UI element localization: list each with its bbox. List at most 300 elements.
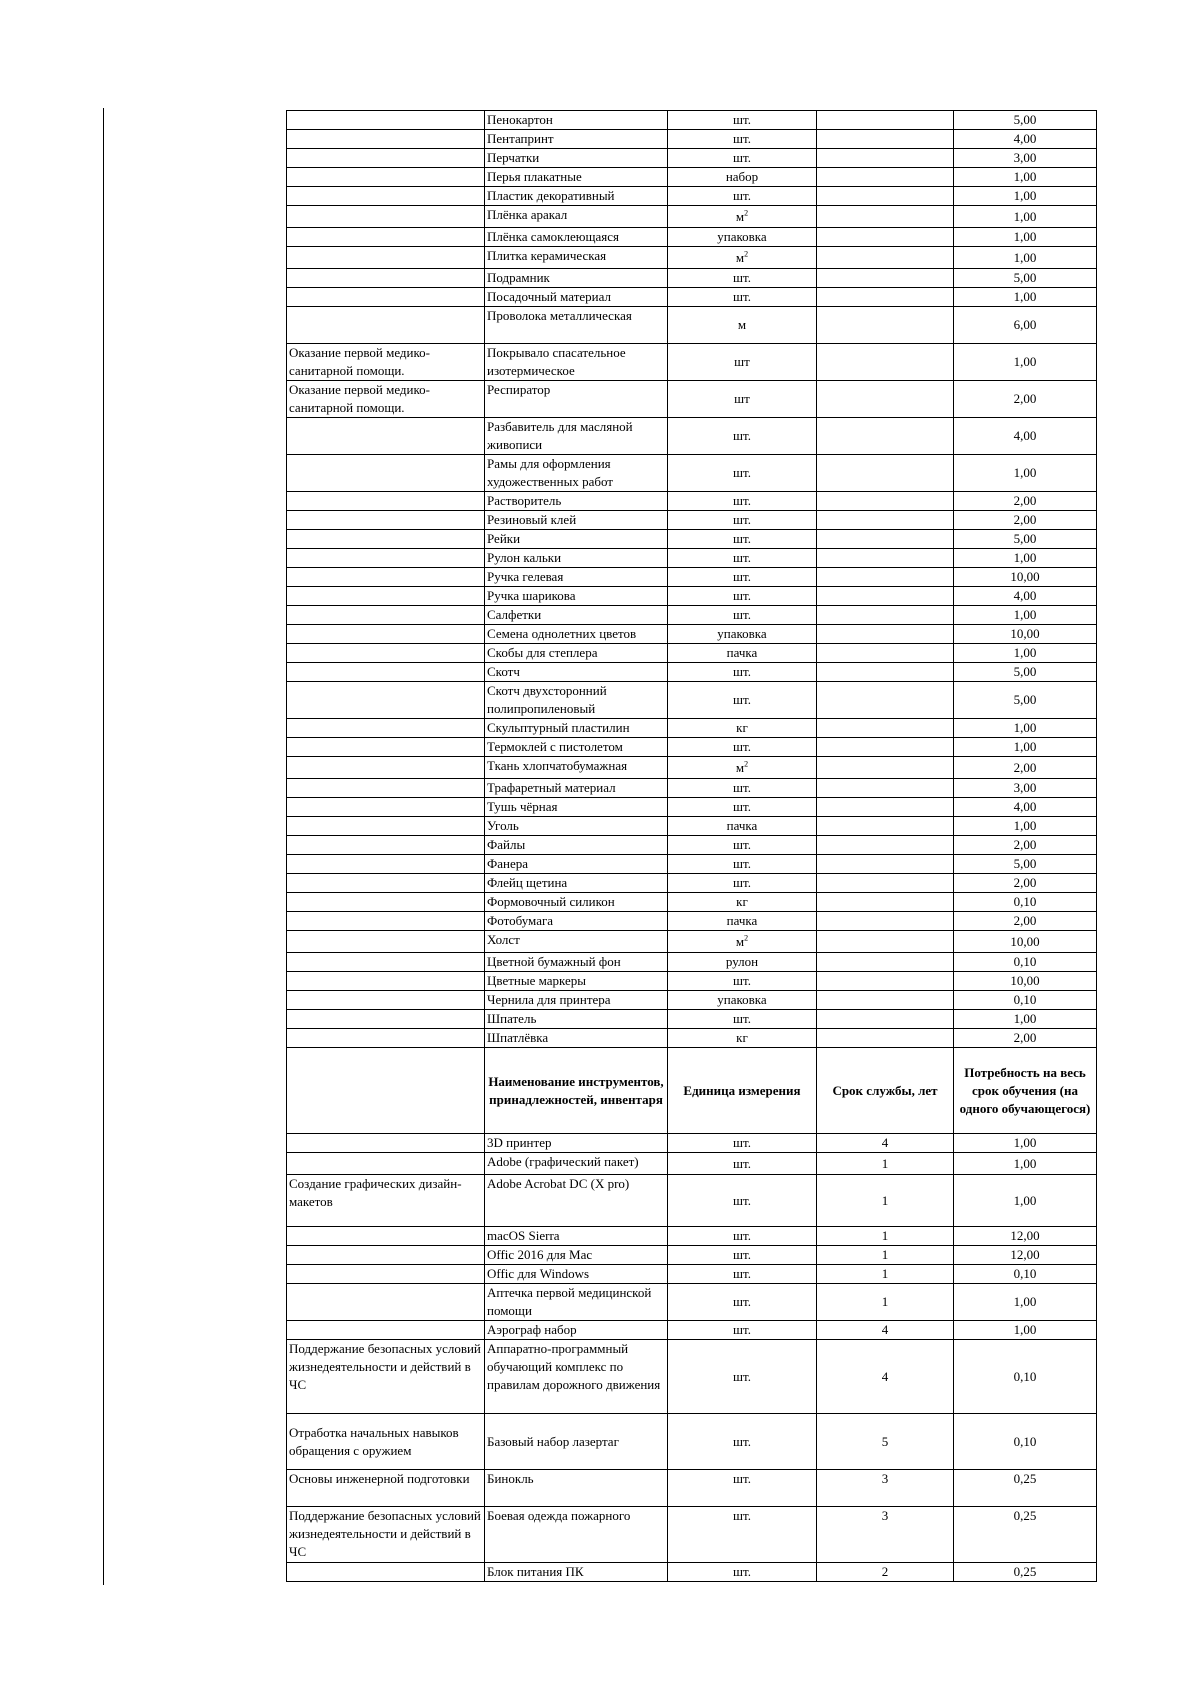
item-name-cell: Семена однолетних цветов — [485, 625, 668, 644]
activity-cell: Оказание первой медико-санитарной помощи. — [287, 381, 485, 418]
table-row — [287, 455, 1097, 492]
need-cell: 2,00 — [954, 1029, 1097, 1048]
table-row — [287, 1563, 1097, 1582]
item-name-cell: Перья плакатные — [485, 168, 668, 187]
need-cell: 2,00 — [954, 912, 1097, 931]
table-row — [287, 625, 1097, 644]
term-cell: 1 — [817, 1175, 954, 1227]
need-cell: 3,00 — [954, 149, 1097, 168]
need-cell: 10,00 — [954, 568, 1097, 587]
activity-cell — [287, 1321, 485, 1340]
item-name-cell: Респиратор — [485, 381, 668, 418]
need-cell: 0,10 — [954, 1414, 1097, 1470]
item-name-cell: Цветной бумажный фон — [485, 953, 668, 972]
item-name-cell: Фанера — [485, 855, 668, 874]
activity-cell — [287, 130, 485, 149]
table-row — [287, 549, 1097, 568]
unit-cell: шт — [668, 344, 817, 381]
term-cell: 1 — [817, 1153, 954, 1175]
need-cell: 1,00 — [954, 644, 1097, 663]
item-name-cell: Ткань хлопчатобумажная — [485, 757, 668, 779]
need-cell: 4,00 — [954, 798, 1097, 817]
table-row — [287, 307, 1097, 344]
unit-cell: рулон — [668, 953, 817, 972]
table-row — [287, 757, 1097, 779]
table-row — [287, 206, 1097, 228]
table-row — [287, 912, 1097, 931]
item-name-cell: Бинокль — [485, 1470, 668, 1507]
activity-cell — [287, 1010, 485, 1029]
item-name-cell: Рамы для оформления художественных работ — [485, 455, 668, 492]
table-row — [287, 836, 1097, 855]
term-cell — [817, 455, 954, 492]
unit-superscript: 2 — [744, 208, 749, 218]
activity-cell — [287, 953, 485, 972]
table-row — [287, 587, 1097, 606]
need-cell: 1,00 — [954, 1175, 1097, 1227]
term-cell — [817, 568, 954, 587]
item-name-cell: Плитка керамическая — [485, 247, 668, 269]
item-name-cell: Файлы — [485, 836, 668, 855]
term-cell — [817, 663, 954, 682]
unit-cell: шт. — [668, 1227, 817, 1246]
unit-cell: шт. — [668, 1265, 817, 1284]
unit-cell: кг — [668, 719, 817, 738]
activity-cell — [287, 893, 485, 912]
unit-superscript: 2 — [744, 933, 749, 943]
item-name-cell: Скульптурный пластилин — [485, 719, 668, 738]
item-name-cell: Посадочный материал — [485, 288, 668, 307]
need-cell: 5,00 — [954, 855, 1097, 874]
item-name-cell: Перчатки — [485, 149, 668, 168]
item-name-cell: Скобы для степлера — [485, 644, 668, 663]
term-cell — [817, 874, 954, 893]
need-cell: 12,00 — [954, 1246, 1097, 1265]
unit-cell: шт. — [668, 1414, 817, 1470]
activity-cell — [287, 757, 485, 779]
unit-cell: шт — [668, 381, 817, 418]
table-row — [287, 1134, 1097, 1153]
need-cell: 1,00 — [954, 606, 1097, 625]
unit-cell: шт. — [668, 682, 817, 719]
unit-cell: шт. — [668, 187, 817, 206]
need-cell: 1,00 — [954, 1153, 1097, 1175]
term-cell — [817, 912, 954, 931]
activity-cell — [287, 1246, 485, 1265]
unit-cell: шт. — [668, 1175, 817, 1227]
table-row — [287, 511, 1097, 530]
activity-cell — [287, 912, 485, 931]
activity-cell — [287, 168, 485, 187]
need-cell: 1,00 — [954, 228, 1097, 247]
table-row — [287, 187, 1097, 206]
unit-cell: пачка — [668, 644, 817, 663]
term-cell — [817, 757, 954, 779]
unit-cell: шт. — [668, 492, 817, 511]
need-cell: 1,00 — [954, 1321, 1097, 1340]
item-name-cell: Рейки — [485, 530, 668, 549]
term-cell — [817, 1029, 954, 1048]
need-cell: 1,00 — [954, 1284, 1097, 1321]
term-cell: 1 — [817, 1246, 954, 1265]
item-name-cell: Скотч — [485, 663, 668, 682]
item-name-cell: Резиновый клей — [485, 511, 668, 530]
term-cell — [817, 492, 954, 511]
table-row — [287, 1153, 1097, 1175]
activity-cell — [287, 991, 485, 1010]
item-name-cell: Подрамник — [485, 269, 668, 288]
unit-cell: шт. — [668, 418, 817, 455]
activity-cell — [287, 817, 485, 836]
need-cell: 2,00 — [954, 757, 1097, 779]
item-name-cell: Боевая одежда пожарного — [485, 1507, 668, 1563]
need-cell: 0,10 — [954, 893, 1097, 912]
term-cell: 2 — [817, 1563, 954, 1582]
term-cell — [817, 1010, 954, 1029]
activity-cell — [287, 625, 485, 644]
table-row — [287, 1029, 1097, 1048]
unit-cell: шт. — [668, 111, 817, 130]
unit-cell: шт. — [668, 836, 817, 855]
unit-cell: шт. — [668, 663, 817, 682]
unit-cell: шт. — [668, 149, 817, 168]
table-row — [287, 149, 1097, 168]
table-row — [287, 530, 1097, 549]
item-name-cell: Пластик декоративный — [485, 187, 668, 206]
item-name-cell: Плёнка самоклеющаяся — [485, 228, 668, 247]
unit-cell: шт. — [668, 972, 817, 991]
item-name-cell: Термоклей с пистолетом — [485, 738, 668, 757]
unit-cell: $м^2$ — [668, 931, 817, 953]
item-name-cell: Аппаратно-программный обучающий комплекс по правилам дорожного движения — [485, 1340, 668, 1414]
table-row — [287, 418, 1097, 455]
term-cell — [817, 269, 954, 288]
unit-cell: $м^2$ — [668, 757, 817, 779]
term-cell — [817, 953, 954, 972]
activity-cell — [287, 931, 485, 953]
table-row — [287, 953, 1097, 972]
unit-cell: шт. — [668, 1340, 817, 1414]
unit-cell: шт. — [668, 1563, 817, 1582]
item-name-cell: Холст — [485, 931, 668, 953]
table-row — [287, 893, 1097, 912]
item-name-cell: Блок питания ПК — [485, 1563, 668, 1582]
item-name-cell: Формовочный силикон — [485, 893, 668, 912]
need-cell: 1,00 — [954, 549, 1097, 568]
term-cell — [817, 418, 954, 455]
need-cell: 1,00 — [954, 206, 1097, 228]
need-cell: 0,10 — [954, 1265, 1097, 1284]
activity-cell — [287, 1265, 485, 1284]
term-cell — [817, 381, 954, 418]
need-cell: 2,00 — [954, 511, 1097, 530]
term-cell — [817, 587, 954, 606]
table-row — [287, 991, 1097, 1010]
table-row — [287, 1227, 1097, 1246]
activity-cell — [287, 455, 485, 492]
activity-cell — [287, 587, 485, 606]
activity-cell — [287, 874, 485, 893]
term-cell — [817, 798, 954, 817]
item-name-cell: 3D принтер — [485, 1134, 668, 1153]
unit-cell: шт. — [668, 549, 817, 568]
activity-cell — [287, 269, 485, 288]
activity-cell — [287, 972, 485, 991]
unit-cell: $м^2$ — [668, 247, 817, 269]
table-row — [287, 381, 1097, 418]
need-cell: 10,00 — [954, 625, 1097, 644]
table-row — [287, 1246, 1097, 1265]
term-cell — [817, 344, 954, 381]
item-name-cell: Проволока металлическая — [485, 307, 668, 344]
need-cell: 2,00 — [954, 874, 1097, 893]
need-cell: 1,00 — [954, 1134, 1097, 1153]
need-cell: 1,00 — [954, 247, 1097, 269]
need-cell: 0,25 — [954, 1470, 1097, 1507]
table-row — [287, 247, 1097, 269]
activity-cell: Создание графических дизайн-макетов — [287, 1175, 485, 1227]
term-cell — [817, 893, 954, 912]
need-cell: 1,00 — [954, 817, 1097, 836]
unit-cell: пачка — [668, 912, 817, 931]
activity-cell — [287, 549, 485, 568]
term-cell — [817, 625, 954, 644]
table-row — [287, 492, 1097, 511]
header-term: Срок службы, лет — [817, 1048, 954, 1134]
term-cell — [817, 972, 954, 991]
table-row — [287, 606, 1097, 625]
unit-cell: шт. — [668, 455, 817, 492]
need-cell: 1,00 — [954, 738, 1097, 757]
table-row — [287, 1175, 1097, 1227]
table-row — [287, 1414, 1097, 1470]
unit-superscript: 2 — [744, 759, 749, 769]
table-row — [287, 1284, 1097, 1321]
need-cell: 10,00 — [954, 972, 1097, 991]
item-name-cell: Adobe Acrobat DC (X pro) — [485, 1175, 668, 1227]
table-row — [287, 344, 1097, 381]
need-cell: 3,00 — [954, 779, 1097, 798]
table-row — [287, 111, 1097, 130]
term-cell — [817, 991, 954, 1010]
table-row — [287, 288, 1097, 307]
activity-cell — [287, 307, 485, 344]
activity-cell — [287, 206, 485, 228]
header-name: Наименование инструментов, принадлежностей, инвентаря — [485, 1048, 668, 1134]
activity-cell — [287, 511, 485, 530]
activity-cell — [287, 779, 485, 798]
term-cell — [817, 130, 954, 149]
item-name-cell: Offic 2016 для Mac — [485, 1246, 668, 1265]
term-cell: 3 — [817, 1470, 954, 1507]
activity-cell — [287, 798, 485, 817]
item-name-cell: Флейц щетина — [485, 874, 668, 893]
table-row — [287, 972, 1097, 991]
term-cell: 4 — [817, 1321, 954, 1340]
unit-cell: шт. — [668, 779, 817, 798]
term-cell — [817, 307, 954, 344]
item-name-cell: Скотч двухсторонний полипропиленовый — [485, 682, 668, 719]
activity-cell — [287, 228, 485, 247]
activity-cell — [287, 1134, 485, 1153]
unit-cell: шт. — [668, 855, 817, 874]
term-cell — [817, 644, 954, 663]
unit-cell: шт. — [668, 1010, 817, 1029]
activity-cell: Поддержание безопасных условий жизнедеятельности и действий в ЧС — [287, 1507, 485, 1563]
unit-cell: упаковка — [668, 228, 817, 247]
need-cell: 5,00 — [954, 111, 1097, 130]
need-cell: 5,00 — [954, 269, 1097, 288]
header-need: Потребность на весь срок обучения (на одного обучающегося) — [954, 1048, 1097, 1134]
item-name-cell: Разбавитель для масляной живописи — [485, 418, 668, 455]
activity-cell: Оказание первой медико-санитарной помощи. — [287, 344, 485, 381]
activity-cell — [287, 738, 485, 757]
need-cell: 1,00 — [954, 288, 1097, 307]
need-cell: 1,00 — [954, 1010, 1097, 1029]
item-name-cell: Салфетки — [485, 606, 668, 625]
activity-cell: Поддержание безопасных условий жизнедеятельности и действий в ЧС — [287, 1340, 485, 1414]
need-cell: 1,00 — [954, 719, 1097, 738]
item-name-cell: Шпатель — [485, 1010, 668, 1029]
table-row — [287, 1470, 1097, 1507]
table-row — [287, 738, 1097, 757]
item-name-cell: Уголь — [485, 817, 668, 836]
unit-cell: шт. — [668, 1134, 817, 1153]
unit-cell: шт. — [668, 288, 817, 307]
need-cell: 5,00 — [954, 682, 1097, 719]
unit-cell: упаковка — [668, 625, 817, 644]
unit-cell: м — [668, 307, 817, 344]
item-name-cell: Ручка гелевая — [485, 568, 668, 587]
unit-cell: шт. — [668, 568, 817, 587]
table-row — [287, 130, 1097, 149]
unit-cell: шт. — [668, 1470, 817, 1507]
unit-cell: пачка — [668, 817, 817, 836]
unit-cell: шт. — [668, 874, 817, 893]
unit-cell: шт. — [668, 1153, 817, 1175]
table-row — [287, 1340, 1097, 1414]
activity-cell — [287, 111, 485, 130]
need-cell: 0,25 — [954, 1563, 1097, 1582]
need-cell: 1,00 — [954, 168, 1097, 187]
unit-cell: шт. — [668, 738, 817, 757]
equipment-table — [286, 110, 1097, 1582]
activity-cell — [287, 187, 485, 206]
activity-cell — [287, 1029, 485, 1048]
table-row — [287, 269, 1097, 288]
unit-cell: шт. — [668, 1321, 817, 1340]
header-unit: Единица измерения — [668, 1048, 817, 1134]
need-cell: 0,10 — [954, 991, 1097, 1010]
table-row — [287, 1010, 1097, 1029]
need-cell: 6,00 — [954, 307, 1097, 344]
item-name-cell: Покрывало спасательное изотермическое — [485, 344, 668, 381]
term-cell: 4 — [817, 1340, 954, 1414]
term-cell — [817, 111, 954, 130]
unit-cell: набор — [668, 168, 817, 187]
item-name-cell: Ручка шарикова — [485, 587, 668, 606]
unit-cell: шт. — [668, 1284, 817, 1321]
term-cell — [817, 511, 954, 530]
need-cell: 4,00 — [954, 418, 1097, 455]
unit-superscript: 2 — [744, 249, 749, 259]
item-name-cell: Пенокартон — [485, 111, 668, 130]
header-activity-cell — [287, 1048, 485, 1134]
term-cell — [817, 247, 954, 269]
item-name-cell: Шпатлёвка — [485, 1029, 668, 1048]
table-row — [287, 682, 1097, 719]
unit-cell: шт. — [668, 269, 817, 288]
term-cell — [817, 855, 954, 874]
term-cell — [817, 817, 954, 836]
item-name-cell: Фотобумага — [485, 912, 668, 931]
need-cell: 1,00 — [954, 455, 1097, 492]
term-cell — [817, 779, 954, 798]
table-row — [287, 1507, 1097, 1563]
term-cell — [817, 836, 954, 855]
term-cell: 5 — [817, 1414, 954, 1470]
item-name-cell: Adobe (графический пакет) — [485, 1153, 668, 1175]
term-cell — [817, 682, 954, 719]
unit-cell: $м^2$ — [668, 206, 817, 228]
item-name-cell: macOS Sierra — [485, 1227, 668, 1246]
activity-cell — [287, 663, 485, 682]
activity-cell — [287, 606, 485, 625]
need-cell: 12,00 — [954, 1227, 1097, 1246]
unit-cell: шт. — [668, 1246, 817, 1265]
unit-cell: шт. — [668, 511, 817, 530]
term-cell: 1 — [817, 1227, 954, 1246]
term-cell: 1 — [817, 1284, 954, 1321]
item-name-cell: Пентапринт — [485, 130, 668, 149]
need-cell: 4,00 — [954, 587, 1097, 606]
need-cell: 0,10 — [954, 1340, 1097, 1414]
term-cell — [817, 530, 954, 549]
item-name-cell: Трафаретный материал — [485, 779, 668, 798]
need-cell: 5,00 — [954, 530, 1097, 549]
table-row — [287, 798, 1097, 817]
item-name-cell: Тушь чёрная — [485, 798, 668, 817]
activity-cell — [287, 492, 485, 511]
item-name-cell: Растворитель — [485, 492, 668, 511]
activity-cell — [287, 1227, 485, 1246]
need-cell: 0,10 — [954, 953, 1097, 972]
table-row — [287, 168, 1097, 187]
item-name-cell: Offic для Windows — [485, 1265, 668, 1284]
table-row — [287, 644, 1097, 663]
activity-cell — [287, 719, 485, 738]
item-name-cell: Аптечка первой медицинской помощи — [485, 1284, 668, 1321]
item-name-cell: Чернила для принтера — [485, 991, 668, 1010]
unit-cell: кг — [668, 1029, 817, 1048]
need-cell: 2,00 — [954, 381, 1097, 418]
term-cell — [817, 549, 954, 568]
table-row — [287, 663, 1097, 682]
activity-cell — [287, 855, 485, 874]
need-cell: 0,25 — [954, 1507, 1097, 1563]
item-name-cell: Плёнка аракал — [485, 206, 668, 228]
need-cell: 4,00 — [954, 130, 1097, 149]
table-row — [287, 931, 1097, 953]
activity-cell: Основы инженерной подготовки — [287, 1470, 485, 1507]
activity-cell — [287, 149, 485, 168]
table-row — [287, 779, 1097, 798]
term-cell — [817, 149, 954, 168]
unit-cell: шт. — [668, 798, 817, 817]
need-cell: 10,00 — [954, 931, 1097, 953]
table-row — [287, 874, 1097, 893]
activity-cell — [287, 644, 485, 663]
